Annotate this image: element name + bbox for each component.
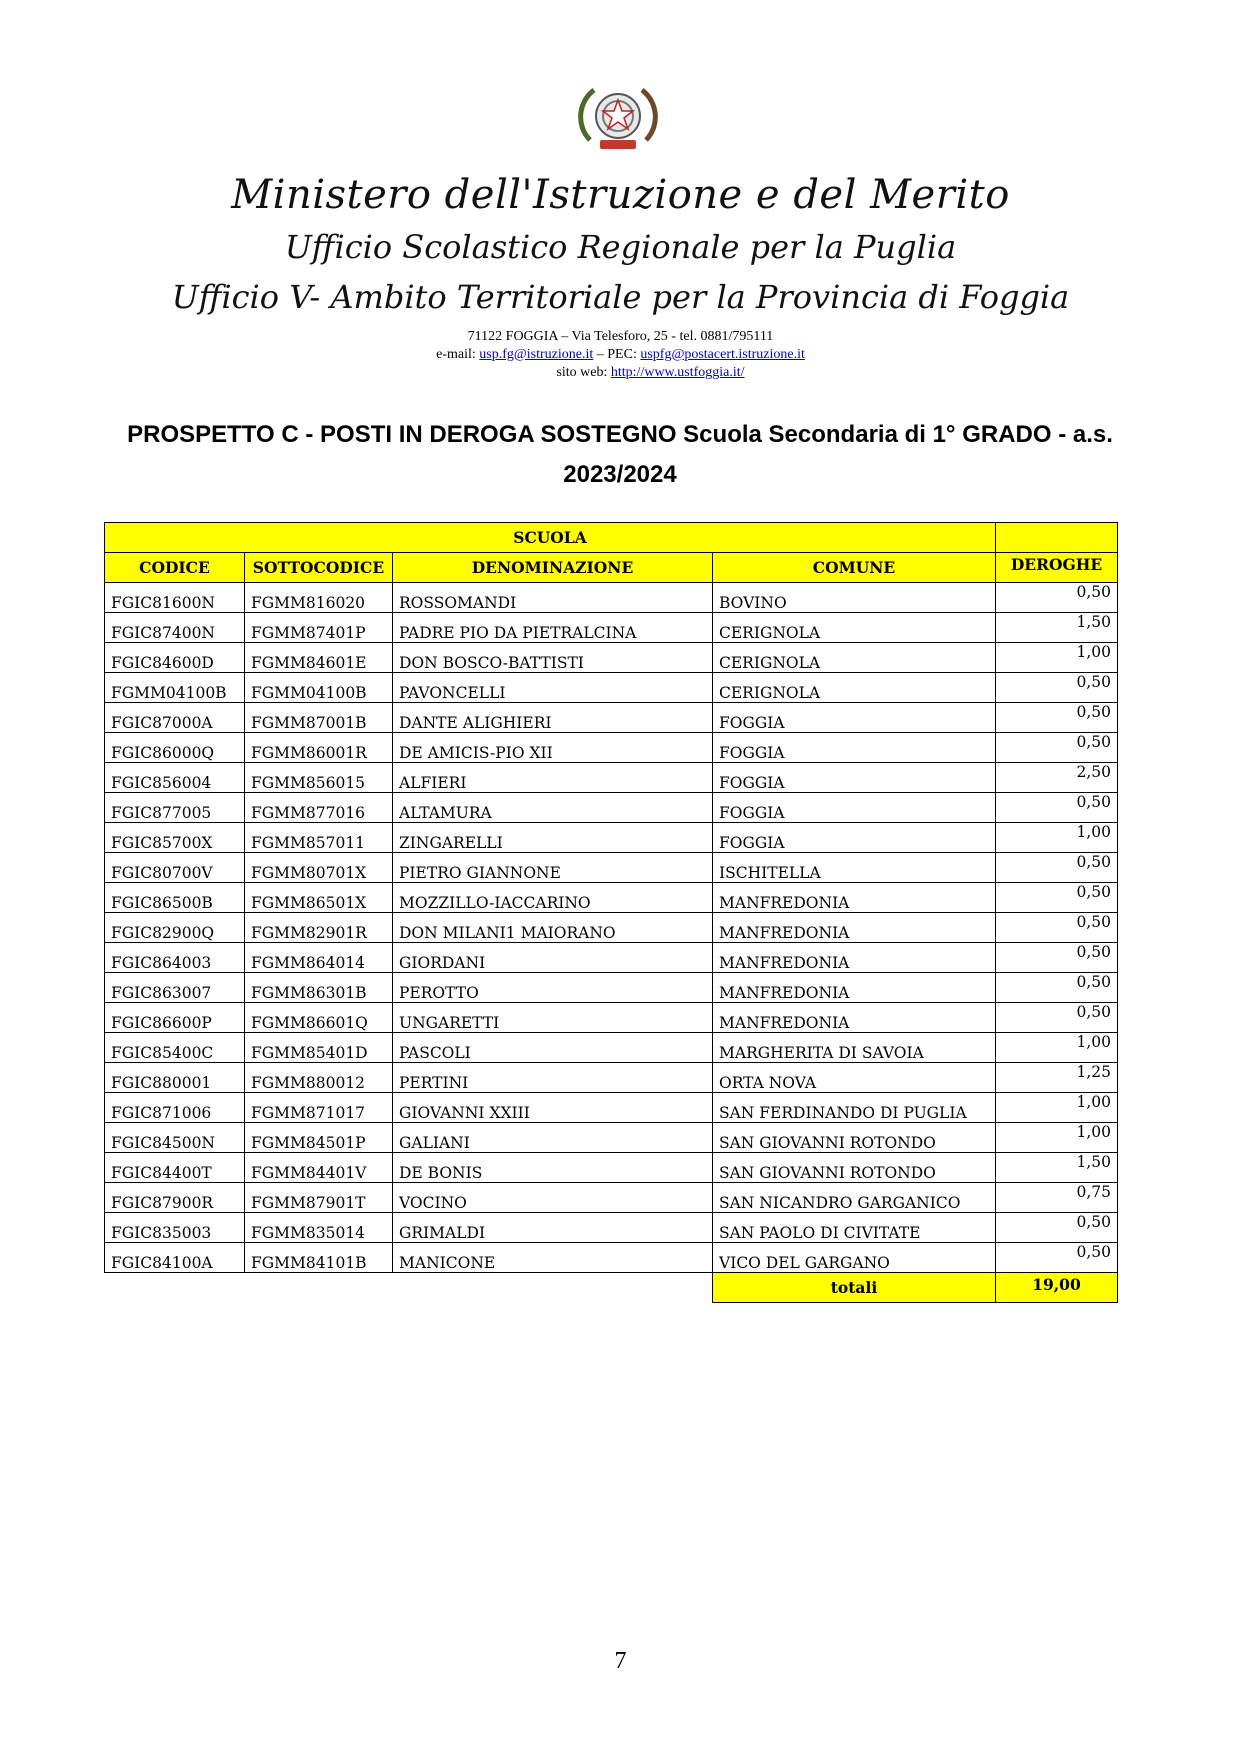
cell-deroghe: 0,50 [996,793,1118,823]
cell-denominazione: ALFIERI [393,763,713,793]
cell-denominazione: VOCINO [393,1183,713,1213]
column-header-deroghe: DEROGHE [996,553,1118,583]
cell-denominazione: DE BONIS [393,1153,713,1183]
column-header-comune: COMUNE [713,553,996,583]
cell-denominazione: GRIMALDI [393,1213,713,1243]
totals-row [105,1273,1118,1303]
cell-codice: FGIC86000Q [105,733,245,763]
cell-deroghe: 0,50 [996,913,1118,943]
cell-codice: FGIC856004 [105,763,245,793]
table-row [105,1063,1118,1093]
cell-codice: FGIC864003 [105,943,245,973]
cell-deroghe: 1,00 [996,823,1118,853]
cell-sottocodice: FGMM86001R [245,733,393,763]
table-row [105,1033,1118,1063]
email-link[interactable]: usp.fg@istruzione.it [479,347,594,362]
cell-codice: FGIC84100A [105,1243,245,1273]
cell-sottocodice: FGMM86301B [245,973,393,1003]
cell-sottocodice: FGMM87001B [245,703,393,733]
cell-sottocodice: FGMM856015 [245,763,393,793]
cell-sottocodice: FGMM86601Q [245,1003,393,1033]
cell-comune: SAN GIOVANNI ROTONDO [713,1123,996,1153]
cell-sottocodice: FGMM816020 [245,583,393,613]
regional-office: Ufficio Scolastico Regionale per la Puglia [284,228,957,266]
cell-deroghe: 0,50 [996,973,1118,1003]
cell-comune: ORTA NOVA [713,1063,996,1093]
cell-codice: FGIC87400N [105,613,245,643]
contact-line [0,346,1241,364]
cell-comune: FOGGIA [713,733,996,763]
table-row [105,1183,1118,1213]
cell-codice: FGIC84400T [105,1153,245,1183]
cell-comune: FOGGIA [713,793,996,823]
cell-codice: FGIC85400C [105,1033,245,1063]
cell-denominazione: ROSSOMANDI [393,583,713,613]
cell-deroghe: 0,50 [996,943,1118,973]
cell-deroghe: 0,50 [996,853,1118,883]
cell-codice: FGMM04100B [105,673,245,703]
column-header-denominazione: DENOMINAZIONE [393,553,713,583]
table-row [105,1243,1118,1273]
cell-sottocodice: FGMM864014 [245,943,393,973]
cell-deroghe: 0,50 [996,673,1118,703]
cell-comune: FOGGIA [713,823,996,853]
table-row [105,733,1118,763]
group-header-row [105,523,1118,553]
table-row [105,613,1118,643]
cell-comune: CERIGNOLA [713,643,996,673]
cell-codice: FGIC80700V [105,853,245,883]
table-row [105,643,1118,673]
cell-codice: FGIC86600P [105,1003,245,1033]
cell-denominazione: PADRE PIO DA PIETRALCINA [393,613,713,643]
table-row [105,853,1118,883]
cell-deroghe: 0,75 [996,1183,1118,1213]
table-row [105,883,1118,913]
cell-sottocodice: FGMM871017 [245,1093,393,1123]
site-label: sito web: [556,365,608,380]
cell-codice: FGIC87000A [105,703,245,733]
cell-codice: FGIC84600D [105,643,245,673]
totals-label: totali [713,1273,996,1303]
table-row [105,823,1118,853]
cell-sottocodice: FGMM877016 [245,793,393,823]
cell-codice: FGIC835003 [105,1213,245,1243]
cell-denominazione: PIETRO GIANNONE [393,853,713,883]
cell-deroghe: 1,50 [996,1153,1118,1183]
cell-sottocodice: FGMM80701X [245,853,393,883]
cell-codice: FGIC84500N [105,1123,245,1153]
table-row [105,673,1118,703]
cell-denominazione: PEROTTO [393,973,713,1003]
cell-sottocodice: FGMM87901T [245,1183,393,1213]
cell-comune: CERIGNOLA [713,613,996,643]
cell-comune: FOGGIA [713,703,996,733]
cell-comune: MANFREDONIA [713,973,996,1003]
cell-codice: FGIC87900R [105,1183,245,1213]
table-row [105,1093,1118,1123]
cell-sottocodice: FGMM04100B [245,673,393,703]
cell-denominazione: UNGARETTI [393,1003,713,1033]
cell-deroghe: 1,00 [996,1033,1118,1063]
cell-comune: MANFREDONIA [713,883,996,913]
document-title [100,415,1140,495]
cell-sottocodice: FGMM84401V [245,1153,393,1183]
cell-deroghe: 1,25 [996,1063,1118,1093]
cell-comune: SAN NICANDRO GARGANICO [713,1183,996,1213]
cell-sottocodice: FGMM835014 [245,1213,393,1243]
cell-comune: MARGHERITA DI SAVOIA [713,1033,996,1063]
cell-codice: FGIC81600N [105,583,245,613]
website-line [0,364,1241,382]
cell-comune: SAN FERDINANDO DI PUGLIA [713,1093,996,1123]
cell-comune: ISCHITELLA [713,853,996,883]
cell-denominazione: DANTE ALIGHIERI [393,703,713,733]
table-row [105,583,1118,613]
table-row [105,793,1118,823]
pec-label: – PEC: [596,347,637,362]
cell-codice: FGIC82900Q [105,913,245,943]
column-header-row [105,553,1118,583]
cell-deroghe: 1,00 [996,1123,1118,1153]
title-line-2: 2023/2024 [563,461,677,488]
cell-denominazione: PERTINI [393,1063,713,1093]
cell-denominazione: GALIANI [393,1123,713,1153]
group-header-scuola: SCUOLA [105,523,996,553]
cell-denominazione: ALTAMURA [393,793,713,823]
address-line: 71122 FOGGIA – Via Telesforo, 25 - tel. 0881/795111 [467,329,774,344]
table-row [105,1003,1118,1033]
table-row [105,1213,1118,1243]
cell-codice: FGIC863007 [105,973,245,1003]
table-row [105,943,1118,973]
pec-link[interactable]: uspfg@postacert.istruzione.it [640,347,805,362]
cell-denominazione: DE AMICIS-PIO XII [393,733,713,763]
cell-deroghe: 2,50 [996,763,1118,793]
cell-deroghe: 0,50 [996,1003,1118,1033]
table-row [105,1153,1118,1183]
cell-denominazione: DON BOSCO-BATTISTI [393,643,713,673]
cell-comune: FOGGIA [713,763,996,793]
provincial-office: Ufficio V- Ambito Territoriale per la Provincia di Foggia [171,278,1070,316]
cell-denominazione: GIOVANNI XXIII [393,1093,713,1123]
title-line-1: PROSPETTO C - POSTI IN DEROGA SOSTEGNO Scuola Secondaria di 1° GRADO - a.s. [127,421,1113,448]
cell-codice: FGIC85700X [105,823,245,853]
cell-codice: FGIC86500B [105,883,245,913]
cell-deroghe: 0,50 [996,703,1118,733]
table-row [105,973,1118,1003]
cell-deroghe: 0,50 [996,1213,1118,1243]
totals-spacer [105,1273,713,1303]
cell-denominazione: PASCOLI [393,1033,713,1063]
cell-deroghe: 1,00 [996,1093,1118,1123]
page-number: 7 [614,1648,627,1674]
column-header-sottocodice: SOTTOCODICE [245,553,393,583]
cell-deroghe: 0,50 [996,583,1118,613]
cell-codice: FGIC871006 [105,1093,245,1123]
cell-sottocodice: FGMM84501P [245,1123,393,1153]
table-body [105,583,1118,1273]
cell-denominazione: MANICONE [393,1243,713,1273]
cell-denominazione: PAVONCELLI [393,673,713,703]
cell-comune: CERIGNOLA [713,673,996,703]
cell-sottocodice: FGMM82901R [245,913,393,943]
group-header-empty [996,523,1118,553]
cell-deroghe: 0,50 [996,1243,1118,1273]
email-label: e-mail: [436,347,476,362]
cell-denominazione: DON MILANI1 MAIORANO [393,913,713,943]
cell-denominazione: ZINGARELLI [393,823,713,853]
cell-comune: MANFREDONIA [713,913,996,943]
cell-sottocodice: FGMM880012 [245,1063,393,1093]
cell-denominazione: MOZZILLO-IACCARINO [393,883,713,913]
cell-comune: VICO DEL GARGANO [713,1243,996,1273]
cell-comune: MANFREDONIA [713,1003,996,1033]
table-row [105,763,1118,793]
cell-deroghe: 0,50 [996,733,1118,763]
cell-sottocodice: FGMM85401D [245,1033,393,1063]
cell-comune: BOVINO [713,583,996,613]
cell-deroghe: 1,50 [996,613,1118,643]
cell-sottocodice: FGMM86501X [245,883,393,913]
column-header-codice: CODICE [105,553,245,583]
cell-deroghe: 0,50 [996,883,1118,913]
table-row [105,1123,1118,1153]
cell-denominazione: GIORDANI [393,943,713,973]
cell-comune: SAN PAOLO DI CIVITATE [713,1213,996,1243]
cell-sottocodice: FGMM84101B [245,1243,393,1273]
cell-sottocodice: FGMM84601E [245,643,393,673]
site-link[interactable]: http://www.ustfoggia.it/ [610,365,745,380]
deroghe-table [104,522,1118,1303]
table-row [105,703,1118,733]
republic-emblem-icon [570,78,666,158]
cell-codice: FGIC880001 [105,1063,245,1093]
cell-codice: FGIC877005 [105,793,245,823]
cell-deroghe: 1,00 [996,643,1118,673]
cell-sottocodice: FGMM857011 [245,823,393,853]
totals-value: 19,00 [996,1273,1118,1303]
ministry-title: Ministero dell'Istruzione e del Merito [231,172,1010,218]
table-row [105,913,1118,943]
cell-comune: MANFREDONIA [713,943,996,973]
cell-comune: SAN GIOVANNI ROTONDO [713,1153,996,1183]
cell-sottocodice: FGMM87401P [245,613,393,643]
